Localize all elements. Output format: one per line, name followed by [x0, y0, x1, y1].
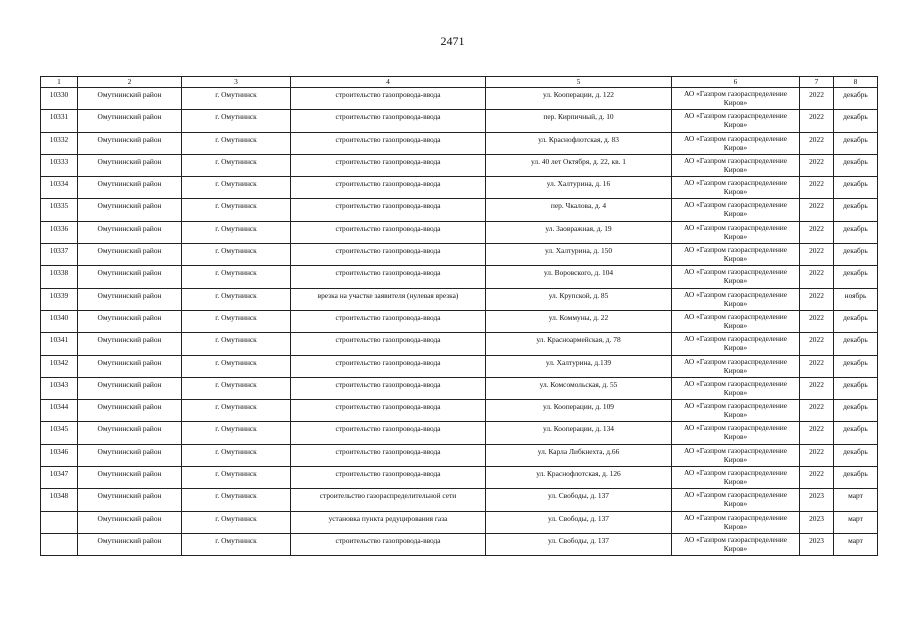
organization-cell: АО «Газпром газораспределение Киров» [672, 310, 800, 332]
address-cell: ул. Свободы, д. 137 [486, 511, 672, 533]
year-cell: 2022 [800, 244, 834, 266]
month-cell: декабрь [834, 310, 878, 332]
month-cell: декабрь [834, 355, 878, 377]
organization-cell: АО «Газпром газораспределение Киров» [672, 132, 800, 154]
organization-cell: АО «Газпром газораспределение Киров» [672, 355, 800, 377]
work-type-cell: строительство газопровода-ввода [291, 533, 486, 555]
address-cell: ул. Кооперации, д. 109 [486, 400, 672, 422]
table-row [41, 467, 878, 489]
organization-cell: АО «Газпром газораспределение Киров» [672, 88, 800, 110]
district-cell: Омутнинский район [78, 221, 182, 243]
address-cell: ул. 40 лет Октября, д. 22, кв. 1 [486, 154, 672, 176]
settlement-cell: г. Омутнинск [182, 221, 291, 243]
district-cell: Омутнинский район [78, 422, 182, 444]
table-row [41, 310, 878, 332]
table-row [41, 333, 878, 355]
table-row [41, 377, 878, 399]
month-cell: декабрь [834, 132, 878, 154]
month-cell: декабрь [834, 88, 878, 110]
header-cell: 8 [834, 77, 878, 88]
settlement-cell: г. Омутнинск [182, 177, 291, 199]
settlement-cell: г. Омутнинск [182, 110, 291, 132]
address-cell: ул. Коммуны, д. 22 [486, 310, 672, 332]
work-type-cell: врезка на участке заявителя (нулевая врезка) [291, 288, 486, 310]
month-cell: декабрь [834, 154, 878, 176]
month-cell: декабрь [834, 177, 878, 199]
district-cell: Омутнинский район [78, 377, 182, 399]
settlement-cell: г. Омутнинск [182, 377, 291, 399]
district-cell: Омутнинский район [78, 467, 182, 489]
organization-cell: АО «Газпром газораспределение Киров» [672, 110, 800, 132]
organization-cell: АО «Газпром газораспределение Киров» [672, 377, 800, 399]
work-type-cell: строительство газопровода-ввода [291, 333, 486, 355]
row-number: 10347 [41, 467, 78, 489]
row-number: 10333 [41, 154, 78, 176]
district-cell: Омутнинский район [78, 400, 182, 422]
table-row [41, 288, 878, 310]
address-cell: ул. Свободы, д. 137 [486, 489, 672, 511]
organization-cell: АО «Газпром газораспределение Киров» [672, 333, 800, 355]
address-cell: ул. Свободы, д. 137 [486, 533, 672, 555]
row-number [41, 511, 78, 533]
month-cell: декабрь [834, 422, 878, 444]
organization-cell: АО «Газпром газораспределение Киров» [672, 244, 800, 266]
address-cell: ул. Крупской, д. 85 [486, 288, 672, 310]
header-cell: 4 [291, 77, 486, 88]
work-type-cell: строительство газопровода-ввода [291, 377, 486, 399]
settlement-cell: г. Омутнинск [182, 288, 291, 310]
work-type-cell: строительство газопровода-ввода [291, 355, 486, 377]
work-type-cell: строительство газопровода-ввода [291, 177, 486, 199]
settlement-cell: г. Омутнинск [182, 88, 291, 110]
year-cell: 2022 [800, 177, 834, 199]
table-row [41, 154, 878, 176]
work-type-cell: строительство газопровода-ввода [291, 467, 486, 489]
table-row [41, 400, 878, 422]
year-cell: 2022 [800, 444, 834, 466]
district-cell: Омутнинский район [78, 110, 182, 132]
district-cell: Омутнинский район [78, 444, 182, 466]
district-cell: Омутнинский район [78, 132, 182, 154]
year-cell: 2022 [800, 355, 834, 377]
district-cell: Омутнинский район [78, 199, 182, 221]
settlement-cell: г. Омутнинск [182, 199, 291, 221]
row-number: 10344 [41, 400, 78, 422]
row-number: 10336 [41, 221, 78, 243]
organization-cell: АО «Газпром газораспределение Киров» [672, 177, 800, 199]
month-cell: декабрь [834, 266, 878, 288]
address-cell: ул. Краснофлотская, д. 126 [486, 467, 672, 489]
organization-cell: АО «Газпром газораспределение Киров» [672, 154, 800, 176]
settlement-cell: г. Омутнинск [182, 244, 291, 266]
row-number: 10332 [41, 132, 78, 154]
year-cell: 2022 [800, 88, 834, 110]
district-cell: Омутнинский район [78, 154, 182, 176]
organization-cell: АО «Газпром газораспределение Киров» [672, 288, 800, 310]
work-type-cell: строительство газопровода-ввода [291, 132, 486, 154]
month-cell: декабрь [834, 221, 878, 243]
month-cell: декабрь [834, 244, 878, 266]
organization-cell: АО «Газпром газораспределение Киров» [672, 400, 800, 422]
table-row [41, 221, 878, 243]
district-cell: Омутнинский район [78, 533, 182, 555]
work-type-cell: строительство газопровода-ввода [291, 266, 486, 288]
address-cell: ул. Заовражная, д. 19 [486, 221, 672, 243]
work-type-cell: строительство газопровода-ввода [291, 244, 486, 266]
work-type-cell: строительство газораспределительной сети [291, 489, 486, 511]
table-row [41, 266, 878, 288]
settlement-cell: г. Омутнинск [182, 422, 291, 444]
year-cell: 2022 [800, 467, 834, 489]
header-cell: 5 [486, 77, 672, 88]
header-cell: 7 [800, 77, 834, 88]
settlement-cell: г. Омутнинск [182, 266, 291, 288]
organization-cell: АО «Газпром газораспределение Киров» [672, 533, 800, 555]
settlement-cell: г. Омутнинск [182, 310, 291, 332]
settlement-cell: г. Омутнинск [182, 533, 291, 555]
table-row [41, 355, 878, 377]
work-type-cell: строительство газопровода-ввода [291, 199, 486, 221]
month-cell: декабрь [834, 333, 878, 355]
page-number: 2471 [440, 34, 465, 48]
organization-cell: АО «Газпром газораспределение Киров» [672, 221, 800, 243]
district-cell: Омутнинский район [78, 511, 182, 533]
address-cell: пер. Чкалова, д. 4 [486, 199, 672, 221]
row-number: 10346 [41, 444, 78, 466]
month-cell: декабрь [834, 110, 878, 132]
organization-cell: АО «Газпром газораспределение Киров» [672, 511, 800, 533]
district-cell: Омутнинский район [78, 489, 182, 511]
year-cell: 2022 [800, 132, 834, 154]
table-row [41, 88, 878, 110]
work-type-cell: строительство газопровода-ввода [291, 110, 486, 132]
organization-cell: АО «Газпром газораспределение Киров» [672, 422, 800, 444]
district-cell: Омутнинский район [78, 244, 182, 266]
month-cell: март [834, 489, 878, 511]
address-cell: ул. Воровского, д. 104 [486, 266, 672, 288]
settlement-cell: г. Омутнинск [182, 511, 291, 533]
organization-cell: АО «Газпром газораспределение Киров» [672, 266, 800, 288]
district-cell: Омутнинский район [78, 266, 182, 288]
table-row [41, 444, 878, 466]
document-table [40, 76, 878, 556]
year-cell: 2022 [800, 422, 834, 444]
year-cell: 2022 [800, 199, 834, 221]
year-cell: 2022 [800, 110, 834, 132]
district-cell: Омутнинский район [78, 355, 182, 377]
district-cell: Омутнинский район [78, 88, 182, 110]
organization-cell: АО «Газпром газораспределение Киров» [672, 489, 800, 511]
work-type-cell: строительство газопровода-ввода [291, 400, 486, 422]
settlement-cell: г. Омутнинск [182, 400, 291, 422]
year-cell: 2022 [800, 154, 834, 176]
year-cell: 2022 [800, 400, 834, 422]
settlement-cell: г. Омутнинск [182, 489, 291, 511]
address-cell: ул. Краснофлотская, д. 83 [486, 132, 672, 154]
work-type-cell: строительство газопровода-ввода [291, 310, 486, 332]
address-cell: ул. Халтурина, д. 150 [486, 244, 672, 266]
row-number: 10334 [41, 177, 78, 199]
table-header-row [41, 77, 878, 88]
work-type-cell: строительство газопровода-ввода [291, 154, 486, 176]
table-row [41, 199, 878, 221]
district-cell: Омутнинский район [78, 177, 182, 199]
month-cell: декабрь [834, 199, 878, 221]
year-cell: 2022 [800, 266, 834, 288]
year-cell: 2022 [800, 333, 834, 355]
table-row [41, 422, 878, 444]
row-number: 10335 [41, 199, 78, 221]
row-number: 10348 [41, 489, 78, 511]
settlement-cell: г. Омутнинск [182, 444, 291, 466]
settlement-cell: г. Омутнинск [182, 355, 291, 377]
settlement-cell: г. Омутнинск [182, 467, 291, 489]
header-cell: 1 [41, 77, 78, 88]
row-number: 10343 [41, 377, 78, 399]
settlement-cell: г. Омутнинск [182, 154, 291, 176]
year-cell: 2022 [800, 377, 834, 399]
organization-cell: АО «Газпром газораспределение Киров» [672, 199, 800, 221]
address-cell: ул. Кооперации, д. 134 [486, 422, 672, 444]
month-cell: декабрь [834, 377, 878, 399]
table-row [41, 244, 878, 266]
row-number: 10341 [41, 333, 78, 355]
year-cell: 2022 [800, 310, 834, 332]
month-cell: ноябрь [834, 288, 878, 310]
year-cell: 2023 [800, 511, 834, 533]
table-row [41, 110, 878, 132]
row-number: 10342 [41, 355, 78, 377]
settlement-cell: г. Омутнинск [182, 333, 291, 355]
table-row [41, 533, 878, 555]
address-cell: ул. Красноармейская, д. 78 [486, 333, 672, 355]
address-cell: ул. Халтурина, д.139 [486, 355, 672, 377]
row-number: 10340 [41, 310, 78, 332]
address-cell: ул. Карла Либкнехта, д.66 [486, 444, 672, 466]
year-cell: 2022 [800, 221, 834, 243]
month-cell: декабрь [834, 400, 878, 422]
header-cell: 6 [672, 77, 800, 88]
row-number [41, 533, 78, 555]
year-cell: 2023 [800, 533, 834, 555]
row-number: 10345 [41, 422, 78, 444]
address-cell: ул. Кооперации, д. 122 [486, 88, 672, 110]
district-cell: Омутнинский район [78, 333, 182, 355]
header-cell: 3 [182, 77, 291, 88]
row-number: 10339 [41, 288, 78, 310]
work-type-cell: строительство газопровода-ввода [291, 221, 486, 243]
header-cell: 2 [78, 77, 182, 88]
month-cell: март [834, 533, 878, 555]
address-cell: ул. Комсомольская, д. 55 [486, 377, 672, 399]
work-type-cell: строительство газопровода-ввода [291, 422, 486, 444]
district-cell: Омутнинский район [78, 310, 182, 332]
district-cell: Омутнинский район [78, 288, 182, 310]
month-cell: март [834, 511, 878, 533]
month-cell: декабрь [834, 467, 878, 489]
row-number: 10337 [41, 244, 78, 266]
row-number: 10331 [41, 110, 78, 132]
table-row [41, 132, 878, 154]
year-cell: 2023 [800, 489, 834, 511]
address-cell: пер. Кирпичный, д. 10 [486, 110, 672, 132]
table-row [41, 489, 878, 511]
work-type-cell: строительство газопровода-ввода [291, 444, 486, 466]
table-row [41, 177, 878, 199]
work-type-cell: установка пункта редуцирования газа [291, 511, 486, 533]
organization-cell: АО «Газпром газораспределение Киров» [672, 467, 800, 489]
row-number: 10338 [41, 266, 78, 288]
month-cell: декабрь [834, 444, 878, 466]
year-cell: 2022 [800, 288, 834, 310]
table-row [41, 511, 878, 533]
work-type-cell: строительство газопровода-ввода [291, 88, 486, 110]
row-number: 10330 [41, 88, 78, 110]
organization-cell: АО «Газпром газораспределение Киров» [672, 444, 800, 466]
settlement-cell: г. Омутнинск [182, 132, 291, 154]
table-body [41, 88, 878, 556]
address-cell: ул. Халтурина, д. 16 [486, 177, 672, 199]
